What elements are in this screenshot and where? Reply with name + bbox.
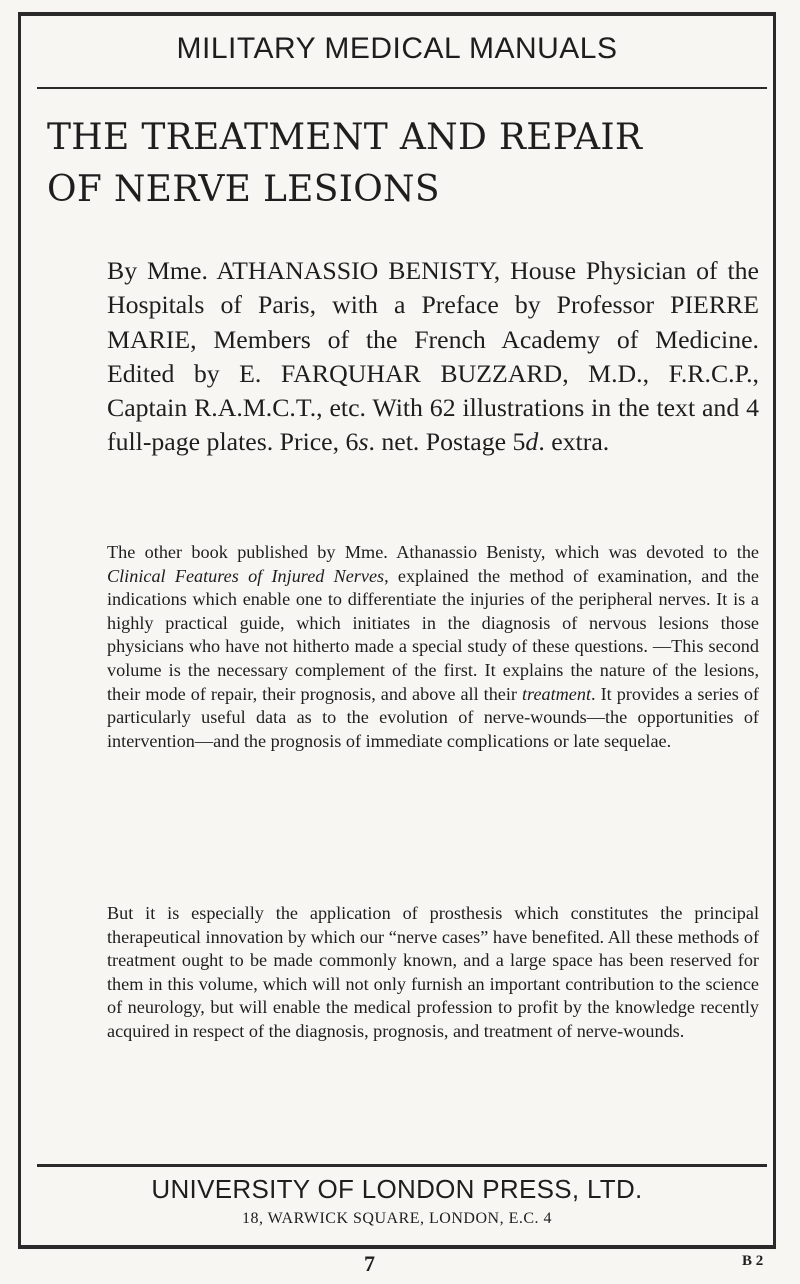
byline-postage: . net. Postage 5	[368, 427, 526, 457]
referenced-book-title: Clinical Features of Injured Nerves	[107, 565, 385, 586]
series-heading: MILITARY MEDICAL MANUALS	[176, 32, 618, 65]
byline-end: . extra.	[538, 427, 610, 457]
postage-unit: d	[525, 427, 539, 457]
emphasis-treatment: treatment	[522, 683, 592, 704]
book-title	[47, 112, 763, 216]
paragraph-1-text-c: . It provides a series of particularly useful data as to the evolution of nerve-wounds—the opportunities of intervention—and the prognosis of immediate complications or late sequelae.	[107, 683, 759, 751]
top-divider	[37, 87, 767, 89]
description-paragraph-1	[107, 541, 759, 753]
paragraph-1-text-a: The other book published by Mme. Athanassio Benisty, which was devoted to the	[107, 542, 759, 562]
price-unit: s	[358, 427, 369, 457]
publisher-name: UNIVERSITY OF LONDON PRESS, LTD.	[151, 1174, 643, 1204]
book-byline	[107, 254, 759, 460]
byline-text: By Mme. ATHANASSIO BENISTY, House Physician of the Hospitals of Paris, with a Preface by Professor PIERRE MARIE, Members of the French Academy of Medicine. Edited by E. FARQUHAR BUZZARD, M.D., F.R.C.P., Captain R.A.M.C.T., etc. With 62 illustrations in the text and 4 full-page plates. Price, 6	[107, 256, 759, 457]
bottom-divider	[37, 1164, 767, 1167]
page-number: 7	[364, 1251, 375, 1276]
publisher-address: 18, WARWICK SQUARE, LONDON, E.C. 4	[241, 1210, 553, 1227]
page-border	[18, 12, 776, 1249]
book-title-line-2: OF NERVE LESIONS	[47, 169, 440, 210]
paragraph-1-text-b: , explained the method of examination, and the indications which enable one to differentiate the injuries of the peripheral nerves. It is a highly practical guide, which initiates in the diagnosis of nervous lesions those physicians who have not hitherto made a special study of these questions. —This second volume is the necessary complement of the first. It explains the nature of the lesions, their mode of repair, their prognosis, and above all their	[107, 565, 759, 704]
description-paragraph-2: But it is especially the application of prosthesis which constitutes the principal therapeutical innovation by which our “nerve cases” have benefited. All these methods of treatment ought to be made commonly known, and a large space has been reserved for them in this volume, which will not only furnish an important contribution to the science of neurology, but will enable the medical profession to profit by the knowledge recently acquired in respect of the diagnosis, prognosis, and treatment of nerve-wounds.	[107, 903, 759, 1041]
book-title-line-1: THE TREATMENT AND REPAIR	[47, 117, 643, 158]
signature-mark: B 2	[742, 1253, 764, 1269]
